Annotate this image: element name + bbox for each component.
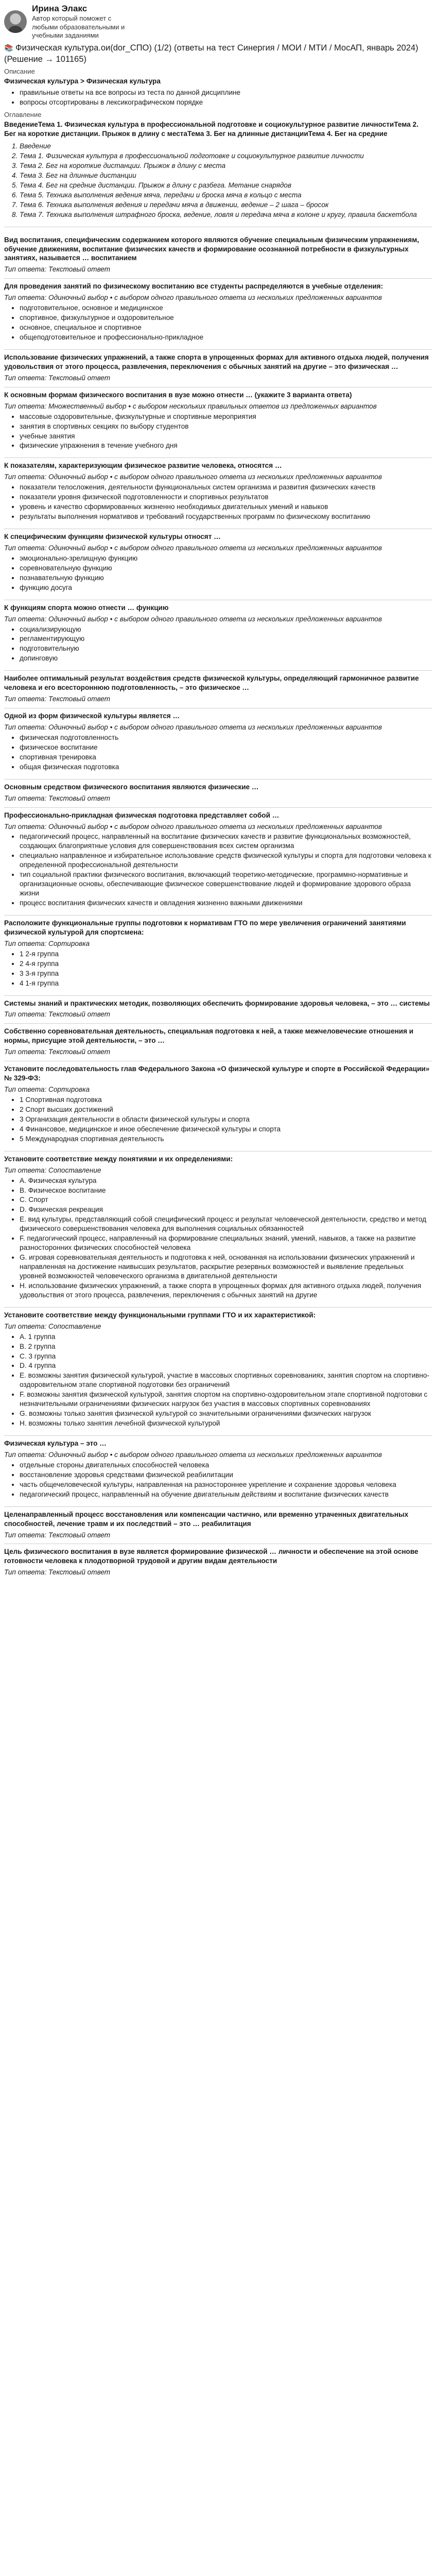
answer-type: Тип ответа: Множественный выбор • с выбором нескольких правильных ответов из предложенных вариантов	[4, 402, 377, 410]
toc-item[interactable]: 7. Тема 6. Техника выполнения ведения и передачи мяча в движении, ведение – 2 шага – бросок	[20, 200, 432, 210]
answer-option: • результаты выполнения нормативов и требований государственных программ по физическому воспитанию	[20, 512, 432, 521]
answer-type: Тип ответа: Сортировка	[4, 1086, 90, 1094]
answer-option: • физические упражнения в течение учебного дня	[20, 441, 432, 450]
answer-option: • педагогический процесс, направленный на обучение двигательным действиям и воспитание физических качеств	[20, 1490, 432, 1499]
answer-option: • E. вид культуры, представляющий собой специфический процесс и результат человеческой деятельности, средство и метод физического совершенствования человека для выполнения социальных обязанностей	[20, 1215, 432, 1233]
question-block	[4, 916, 432, 996]
question-block	[4, 1024, 432, 1061]
toc-item[interactable]: 4. Тема 3. Бег на длинные дистанции	[20, 171, 432, 180]
question-block	[4, 279, 432, 350]
answer-option: • регламентирующую	[20, 634, 432, 643]
question-block	[4, 458, 432, 529]
table-of-contents	[4, 110, 432, 227]
answer-option: • D. Физическая рекреация	[20, 1205, 432, 1214]
answer-type: Тип ответа: Одиночный выбор • с выбором одного правильного ответа из нескольких предложенных вариантов	[4, 822, 382, 831]
answer-option: • физическая подготовленность	[20, 733, 432, 742]
answer-option: • A. Физическая культура	[20, 1176, 432, 1185]
answer-type: Тип ответа: Сопоставление	[4, 1166, 101, 1174]
answer-type: Тип ответа: Одиночный выбор • с выбором одного правильного ответа из нескольких предложенных вариантов	[4, 1450, 382, 1459]
question-text: Системы знаний и практических методик, позволяющих обеспечить формирование здоровья человека, – это … системы	[4, 999, 430, 1007]
author-name[interactable]: Ирина Элакс	[32, 4, 88, 13]
answer-option: • 2 4-я группа	[20, 959, 432, 969]
answer-options	[4, 1461, 432, 1499]
question-text: Физическая культура – это …	[4, 1439, 107, 1447]
question-text: К специфическим функциям физической культуры относят …	[4, 533, 221, 540]
answer-options	[4, 412, 432, 451]
answer-option: • физическое воспитание	[20, 743, 432, 752]
toc-item[interactable]: 2. Тема 1. Физическая культура в профессиональной подготовке и социокультурное развитие личности	[20, 151, 432, 161]
question-block	[4, 708, 432, 779]
answer-option: • социализирующую	[20, 625, 432, 634]
answer-options	[4, 303, 432, 342]
answer-option: • спортивное, физкультурное и оздоровительное	[20, 313, 432, 323]
answer-type: Тип ответа: Текстовый ответ	[4, 374, 111, 382]
toc-item[interactable]: 5. Тема 4. Бег на средние дистанции. Прыжок в длину с разбега. Метание снарядов	[20, 181, 432, 190]
toc-item[interactable]: 6. Тема 5. Техника выполнения ведения мяча, передачи и броска мяча в кольцо с места	[20, 191, 432, 200]
answer-type: Тип ответа: Одиночный выбор • с выбором одного правильного ответа из нескольких предложенных вариантов	[4, 615, 382, 623]
answer-type: Тип ответа: Текстовый ответ	[4, 1010, 111, 1019]
toc-item[interactable]: 8. Тема 7. Техника выполнения штрафного броска, ведение, ловля и передача мяча в колоне и кругу, правила баскетбола	[20, 210, 432, 219]
answer-option: • часть общечеловеческой культуры, направленная на разностороннее укрепление и сохранение здоровья человека	[20, 1480, 432, 1489]
answer-option: • H. возможны только занятия лечебной физической культурой	[20, 1419, 432, 1428]
answer-option: • отдельные стороны двигательных способностей человека	[20, 1461, 432, 1470]
answer-option: • B. 2 группа	[20, 1342, 432, 1351]
answer-type: Тип ответа: Текстовый ответ	[4, 1531, 111, 1539]
answer-option: • уровень и качество сформированных жизненно необходимых двигательных умений и навыков	[20, 502, 432, 512]
description-label: Описание	[4, 67, 35, 76]
answer-option: • общая физическая подготовка	[20, 762, 432, 772]
breadcrumb[interactable]: Физическая культура > Физическая культура	[4, 77, 161, 86]
answer-options	[4, 950, 432, 988]
answer-option: • G. возможны только занятия физической культурой со значительными ограничениями физических нагрузок	[20, 1409, 432, 1418]
answer-option: • G. игровая соревновательная деятельность и подготовка к ней, основанная на использовании физических упражнений и направленная на достижение наивысших результатов, раскрытие резервных возможностей и выявление предельных уровней возможностей человеческого организма в двигательной деятельности	[20, 1253, 432, 1281]
answer-option: • 5 Международная спортивная деятельность	[20, 1134, 432, 1144]
answer-option: • восстановление здоровья средствами физической реабилитации	[20, 1470, 432, 1480]
answer-type: Тип ответа: Текстовый ответ	[4, 695, 111, 703]
description-item: • правильные ответы на все вопросы из теста по данной дисциплине	[20, 88, 432, 97]
answer-option: • D. 4 группа	[20, 1361, 432, 1370]
answer-option: • занятия в спортивных секциях по выбору студентов	[20, 422, 432, 431]
avatar[interactable]	[4, 10, 27, 33]
answer-type: Тип ответа: Текстовый ответ	[4, 1568, 111, 1577]
answer-option: • F. возможны занятия физической культурой, занятия спортом на спортивно-оздоровительном этапе спортивной подготовки с незначительными ограничениями физических нагрузок без участия в массовых спортивных соревнованиях	[20, 1390, 432, 1409]
question-block	[4, 1308, 432, 1436]
answer-type: Тип ответа: Одиночный выбор • с выбором одного правильного ответа из нескольких предложенных вариантов	[4, 544, 382, 552]
question-block	[4, 350, 432, 387]
question-block	[4, 808, 432, 916]
answer-option: • 2 Спорт высших достижений	[20, 1105, 432, 1114]
answer-option: • эмоционально-зрелищную функцию	[20, 554, 432, 563]
toc-item[interactable]: 1. Введение	[20, 142, 432, 151]
answer-option: • соревновательную функцию	[20, 564, 432, 573]
question-text: Установите последовательность глав Федерального Закона «О физической культуре и спорте в Российской Федерации» № 329-ФЗ:	[4, 1065, 430, 1082]
question-block	[4, 1436, 432, 1507]
answer-type: Тип ответа: Одиночный выбор • с выбором одного правильного ответа из нескольких предложенных вариантов	[4, 723, 382, 731]
answer-option: • F. педагогический процесс, направленный на формирование специальных знаний, умений, навыков, а также на развитие разносторонних физических способностей человека	[20, 1234, 432, 1252]
question-block	[4, 1544, 432, 1581]
answer-options	[4, 733, 432, 772]
answer-option: • 3 Организация деятельности в области физической культуры и спорта	[20, 1115, 432, 1124]
answer-option: • 4 Финансовое, медицинское и иное обеспечение физической культуры и спорта	[20, 1125, 432, 1134]
question-block	[4, 232, 432, 279]
page-title	[4, 43, 432, 65]
question-text: Собственно соревновательная деятельность, специальная подготовка к ней, а также межчеловеческие отношения и нормы, присущие этой деятельности, – это …	[4, 1027, 414, 1045]
answer-type: Тип ответа: Сопоставление	[4, 1322, 101, 1330]
answer-options	[4, 832, 432, 908]
answer-type: Тип ответа: Текстовый ответ	[4, 794, 111, 802]
answer-option: • допинговую	[20, 654, 432, 663]
description-list	[4, 88, 432, 107]
author-description: Автор который поможет с любыми образовательными и учебными заданиями	[32, 14, 125, 39]
answer-option: • H. использование физических упражнений, а также спорта в упрощенных формах для активного отдыха людей, получения удовольствия от этого процесса, развлечения, переключения с обычных занятий на другие	[20, 1281, 432, 1300]
answer-option: • специально направленное и избирательное использование средств физической культуры и спорта для подготовки человека к определенной профессиональной деятельности	[20, 851, 432, 870]
question-text: Вид воспитания, специфическим содержанием которого являются обучение специальным физическим упражнениям, обучение движениям, воспитание физических качеств и формирование осознанной потребности в физкультурных занятиях, называется … воспитанием	[4, 235, 420, 262]
answer-option: • показатели телосложения, деятельности функциональных систем организма и развития физических качеств	[20, 483, 432, 492]
answer-options	[4, 483, 432, 521]
answer-option: • функцию досуга	[20, 583, 432, 592]
question-text: Использование физических упражнений, а также спорта в упрощенных формах для активного отдыха людей, получения удовольствия от этого процесса, развлечения, переключения с обычных занятий на другие – это физическая …	[4, 353, 429, 370]
question-text: Целенаправленный процесс восстановления или компенсации частично, или временно утраченных двигательных способностей, лечение травм и их последствий – это … реабилитация	[4, 1510, 409, 1528]
answer-type: Тип ответа: Одиночный выбор • с выбором одного правильного ответа из нескольких предложенных вариантов	[4, 473, 382, 481]
answer-type: Тип ответа: Текстовый ответ	[4, 1048, 111, 1056]
question-text: Установите соответствие между понятиями и их определениями:	[4, 1155, 233, 1163]
answer-option: • показатели уровня физической подготовленности и спортивных результатов	[20, 493, 432, 502]
question-block	[4, 1507, 432, 1545]
question-text: К основным формам физического воспитания в вузе можно отнести … (укажите 3 варианта ответа)	[4, 391, 352, 399]
question-block	[4, 671, 432, 708]
author-block	[4, 3, 432, 40]
answer-option: • 4 1-я группа	[20, 979, 432, 988]
question-text: Одной из форм физической культуры является …	[4, 712, 180, 720]
answer-option: • C. 3 группа	[20, 1352, 432, 1361]
question-block	[4, 1151, 432, 1308]
answer-option: • процесс воспитания физических качеств и овладения жизненно важными движениями	[20, 899, 432, 908]
answer-options	[4, 1176, 432, 1300]
question-text: Наиболее оптимальный результат воздействия средств физической культуры, определяющий гармоничное развитие человека и его всестороннюю подготовленность, – это физическое …	[4, 674, 419, 692]
answer-option: • E. возможны занятия физической культурой, участие в массовых спортивных соревнованиях, занятия спортом на спортивно-оздоровительном этапе спортивной подготовки без ограничений	[20, 1371, 432, 1389]
answer-option: • подготовительную	[20, 644, 432, 653]
question-text: Для проведения занятий по физическому воспитанию все студенты распределяются в учебные отделения:	[4, 282, 383, 291]
books-icon: 📚	[4, 44, 13, 53]
toc-label: Оглавление	[4, 111, 42, 119]
question-text: Основным средством физического воспитания являются физические …	[4, 783, 259, 791]
answer-option: • A. 1 группа	[20, 1332, 432, 1342]
answer-option: • педагогический процесс, направленный на воспитание физических качеств и развитие функциональных возможностей, создающих благоприятные условия для совершенствования всех систем организма	[20, 832, 432, 851]
toc-intro: ВведениеТема 1. Физическая культура в профессиональной подготовке и социокультурное развитие личностиТема 2. Бег на короткие дистанции. Прыжок в длину с местаТема 3. Бег на длинные дистанцииТема 4. Бег на средние	[4, 121, 418, 138]
question-block	[4, 1061, 432, 1151]
answer-option: • спортивная тренировка	[20, 753, 432, 762]
question-block	[4, 387, 432, 459]
answer-options	[4, 554, 432, 592]
answer-options	[4, 625, 432, 664]
description-item: • вопросы отсортированы в лексикографическом порядке	[20, 98, 432, 107]
question-block	[4, 779, 432, 808]
questions-list	[4, 232, 432, 1582]
answer-type: Тип ответа: Одиночный выбор • с выбором одного правильного ответа из нескольких предложенных вариантов	[4, 294, 382, 302]
answer-options	[4, 1095, 432, 1144]
answer-options	[4, 1332, 432, 1428]
question-block	[4, 996, 432, 1024]
toc-item[interactable]: 3. Тема 2. Бег на короткие дистанции. Прыжок в длину с места	[20, 161, 432, 171]
answer-option: • подготовительное, основное и медицинское	[20, 303, 432, 313]
answer-option: • основное, специальное и спортивное	[20, 323, 432, 332]
question-block	[4, 600, 432, 671]
question-text: К функциям спорта можно отнести … функцию	[4, 603, 169, 612]
question-text: К показателям, характеризующим физическое развитие человека, относятся …	[4, 462, 282, 470]
answer-option: • 3 3-я группа	[20, 969, 432, 978]
answer-option: • массовые оздоровительные, физкультурные и спортивные мероприятия	[20, 412, 432, 421]
answer-option: • учебные занятия	[20, 432, 432, 441]
question-text: Установите соответствие между функциональными группами ГТО и их характеристикой:	[4, 1311, 316, 1319]
answer-option: • общеподготовительное и профессионально-прикладное	[20, 333, 432, 342]
page-title-text: Физическая культура.ои(dor_СПО) (1/2) (ответы на тест Синергия / МОИ / МТИ / МосАП, январь 2024) (Решение → 101165)	[4, 43, 418, 64]
question-text: Профессионально-прикладная физическая подготовка представляет собой …	[4, 811, 280, 819]
answer-option: • 1 Спортивная подготовка	[20, 1095, 432, 1105]
answer-type: Тип ответа: Текстовый ответ	[4, 265, 111, 274]
toc-list	[4, 142, 432, 219]
answer-option: • 1 2-я группа	[20, 950, 432, 959]
answer-type: Тип ответа: Сортировка	[4, 939, 90, 947]
answer-option: • B. Физическое воспитание	[20, 1186, 432, 1195]
question-text: Цель физического воспитания в вузе является формирование физической … личности и обеспечение на этой основе готовности человека к плодотворной трудовой и другим видам деятельности	[4, 1548, 418, 1565]
question-block	[4, 529, 432, 600]
author-info	[32, 3, 130, 40]
answer-option: • C. Спорт	[20, 1195, 432, 1205]
answer-option: • познавательную функцию	[20, 573, 432, 583]
question-text: Расположите функциональные группы подготовки к нормативам ГТО по мере увеличения ограничений занятиями физической культурой для спортсмена:	[4, 919, 406, 936]
answer-option: • тип социальной практики физического воспитания, включающий теоретико-методические, программно-нормативные и организационные основы, обеспечивающие физическое совершенствование людей и формирование здорового образа жизни	[20, 870, 432, 898]
